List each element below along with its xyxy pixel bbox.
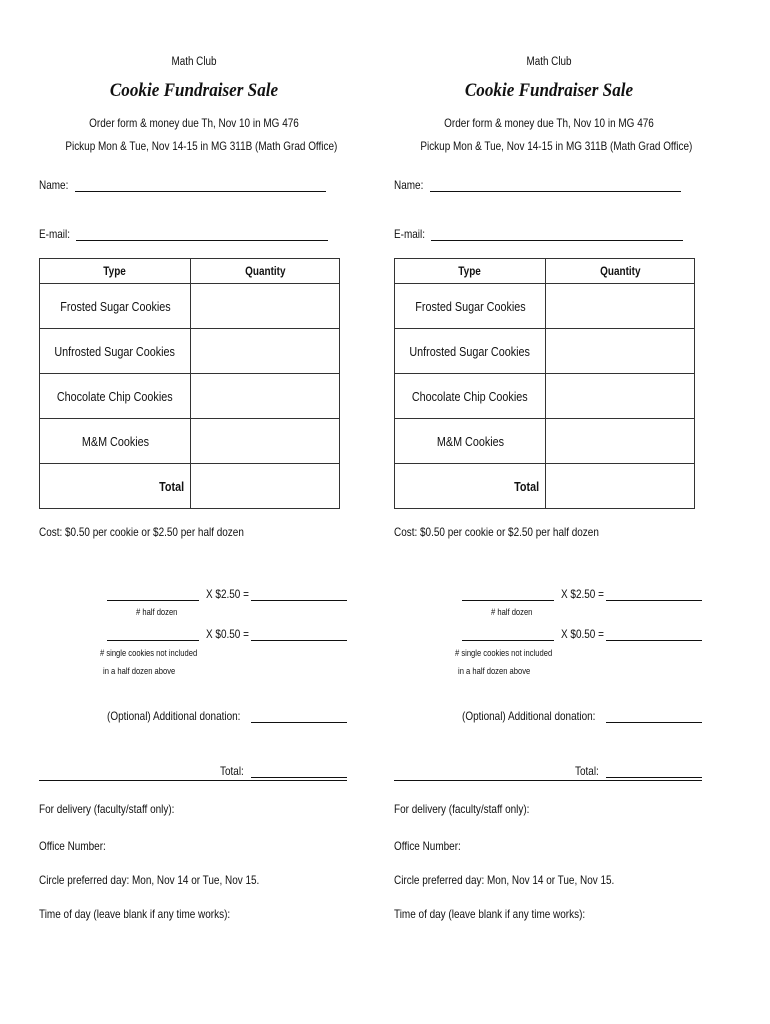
form-title: Cookie Fundraiser Sale	[109, 80, 279, 101]
half-dozen-subtotal-field[interactable]	[606, 600, 702, 601]
order-table	[39, 258, 340, 509]
email-label: E-mail:	[39, 227, 70, 241]
office-number-label: Office Number:	[39, 839, 106, 853]
cost-line: Cost: $0.50 per cookie or $2.50 per half dozen	[394, 525, 599, 539]
name-field[interactable]	[75, 191, 326, 192]
quantity-cell[interactable]	[191, 329, 340, 374]
half-dozen-note: # half dozen	[491, 607, 533, 618]
quantity-cell[interactable]	[546, 329, 695, 374]
table-total-row	[40, 464, 340, 509]
table-row	[40, 374, 340, 419]
table-row	[395, 419, 695, 464]
type-header: Type	[395, 259, 546, 284]
preferred-day-label: Circle preferred day: Mon, Nov 14 or Tue, Nov 15.	[394, 873, 615, 887]
pickup-line: Pickup Mon & Tue, Nov 14-15 in MG 311B (Math Grad Office)	[420, 139, 693, 153]
total-label: Total	[40, 464, 191, 509]
cost-line: Cost: $0.50 per cookie or $2.50 per half dozen	[39, 525, 244, 539]
grand-total-label: Total:	[220, 764, 244, 778]
grand-total-label: Total:	[575, 764, 599, 778]
half-dozen-count-field[interactable]	[462, 600, 554, 601]
cookie-type: M&M Cookies	[40, 419, 191, 464]
delivery-heading: For delivery (faculty/staff only):	[394, 802, 530, 816]
donation-label: (Optional) Additional donation:	[462, 709, 596, 723]
quantity-header: Quantity	[191, 259, 340, 284]
single-note-1: # single cookies not included	[100, 648, 198, 659]
divider	[39, 780, 347, 781]
email-label: E-mail:	[394, 227, 425, 241]
delivery-heading: For delivery (faculty/staff only):	[39, 802, 175, 816]
quantity-cell[interactable]	[546, 419, 695, 464]
total-quantity-cell[interactable]	[546, 464, 695, 509]
half-dozen-multiplier: X $2.50 =	[561, 587, 604, 601]
cookie-type: Chocolate Chip Cookies	[395, 374, 546, 419]
cookie-type: Unfrosted Sugar Cookies	[395, 329, 546, 374]
total-label: Total	[395, 464, 546, 509]
due-line: Order form & money due Th, Nov 10 in MG 476	[89, 116, 299, 130]
table-row	[40, 329, 340, 374]
cookie-type: Frosted Sugar Cookies	[395, 284, 546, 329]
table-row	[395, 284, 695, 329]
half-dozen-subtotal-field[interactable]	[251, 600, 347, 601]
office-number-label: Office Number:	[394, 839, 461, 853]
name-label: Name:	[39, 178, 69, 192]
due-line: Order form & money due Th, Nov 10 in MG 476	[444, 116, 654, 130]
single-count-field[interactable]	[107, 640, 199, 641]
club-name: Math Club	[526, 56, 572, 68]
single-note-2: in a half dozen above	[458, 666, 531, 677]
table-total-row	[395, 464, 695, 509]
donation-field[interactable]	[606, 722, 702, 723]
type-header: Type	[40, 259, 191, 284]
name-label: Name:	[394, 178, 424, 192]
email-field[interactable]	[431, 240, 683, 241]
grand-total-field[interactable]	[251, 777, 347, 778]
form-title: Cookie Fundraiser Sale	[464, 80, 634, 101]
cookie-type: M&M Cookies	[395, 419, 546, 464]
quantity-cell[interactable]	[546, 284, 695, 329]
single-multiplier: X $0.50 =	[561, 627, 604, 641]
table-row	[395, 329, 695, 374]
cookie-type: Chocolate Chip Cookies	[40, 374, 191, 419]
table-row	[40, 419, 340, 464]
quantity-cell[interactable]	[191, 374, 340, 419]
time-of-day-label: Time of day (leave blank if any time works):	[39, 907, 231, 921]
single-count-field[interactable]	[462, 640, 554, 641]
cookie-type: Unfrosted Sugar Cookies	[40, 329, 191, 374]
quantity-cell[interactable]	[191, 419, 340, 464]
order-table	[394, 258, 695, 509]
table-row	[40, 284, 340, 329]
single-subtotal-field[interactable]	[606, 640, 702, 641]
donation-label: (Optional) Additional donation:	[107, 709, 241, 723]
quantity-cell[interactable]	[191, 284, 340, 329]
total-quantity-cell[interactable]	[191, 464, 340, 509]
email-field[interactable]	[76, 240, 328, 241]
preferred-day-label: Circle preferred day: Mon, Nov 14 or Tue, Nov 15.	[39, 873, 260, 887]
single-note-2: in a half dozen above	[103, 666, 176, 677]
order-form-left	[39, 0, 349, 1024]
quantity-cell[interactable]	[546, 374, 695, 419]
cookie-type: Frosted Sugar Cookies	[40, 284, 191, 329]
club-name: Math Club	[171, 56, 217, 68]
single-note-1: # single cookies not included	[455, 648, 553, 659]
single-subtotal-field[interactable]	[251, 640, 347, 641]
quantity-header: Quantity	[546, 259, 695, 284]
order-form-right	[394, 0, 704, 1024]
half-dozen-multiplier: X $2.50 =	[206, 587, 249, 601]
divider	[394, 780, 702, 781]
single-multiplier: X $0.50 =	[206, 627, 249, 641]
pickup-line: Pickup Mon & Tue, Nov 14-15 in MG 311B (Math Grad Office)	[65, 139, 338, 153]
donation-field[interactable]	[251, 722, 347, 723]
name-field[interactable]	[430, 191, 681, 192]
time-of-day-label: Time of day (leave blank if any time works):	[394, 907, 586, 921]
table-row	[395, 374, 695, 419]
grand-total-field[interactable]	[606, 777, 702, 778]
half-dozen-note: # half dozen	[136, 607, 178, 618]
half-dozen-count-field[interactable]	[107, 600, 199, 601]
